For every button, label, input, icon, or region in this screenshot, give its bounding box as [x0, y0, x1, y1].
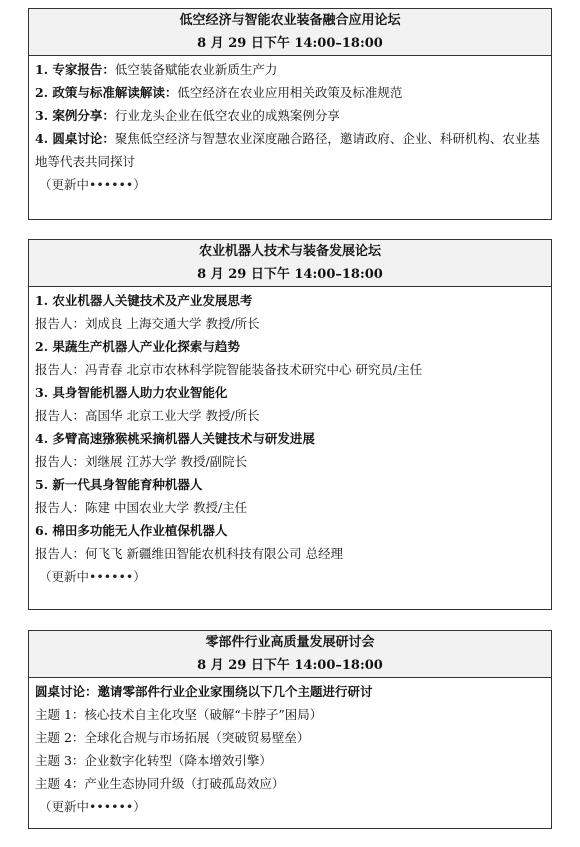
- forum-components: [28, 630, 552, 829]
- agenda-item: 3. 案例分享：行业龙头企业在低空农业的成熟案例分享: [35, 108, 340, 123]
- talk-speaker: 报告人：冯青春 北京市农林科学院智能装备技术研究中心 研究员/主任: [35, 362, 423, 377]
- talk-topic: 5. 新一代具身智能育种机器人: [35, 477, 203, 492]
- talk-topic: 3. 具身智能机器人助力农业智能化: [35, 385, 228, 400]
- forum-time: 8 月 29 日下午 14:00–18:00: [197, 36, 383, 51]
- talk-speaker: 报告人：陈建 中国农业大学 教授/主任: [35, 500, 248, 515]
- agenda-item: 1. 专家报告：低空装备赋能农业新质生产力: [35, 62, 278, 77]
- theme-item: 主题 1：核心技术自主化攻坚（破解“卡脖子”困局）: [35, 707, 323, 722]
- forum-header: [29, 631, 551, 678]
- talk-topic: 1. 农业机器人关键技术及产业发展思考: [35, 293, 253, 308]
- talk-speaker: 报告人：何飞飞 新疆维田智能农机科技有限公司 总经理: [35, 546, 343, 561]
- roundtable-intro: 圆桌讨论：邀请零部件行业企业家围绕以下几个主题进行研讨: [35, 684, 373, 699]
- updating-note: （更新中••••••）: [39, 569, 146, 584]
- theme-item: 主题 2：全球化合规与市场拓展（突破贸易壁垒）: [35, 730, 310, 745]
- forum-content: [29, 678, 551, 818]
- talk-topic: 6. 棉田多功能无人作业植保机器人: [35, 523, 228, 538]
- forum-low-altitude: [28, 8, 552, 220]
- forum-content: [29, 287, 551, 588]
- forum-agri-robots: [28, 239, 552, 610]
- forum-title: 低空经济与智能农业装备融合应用论坛: [179, 13, 401, 28]
- updating-note: （更新中••••••）: [39, 177, 146, 192]
- agenda-item: 2. 政策与标准解读解读：低空经济在农业应用相关政策及标准规范: [35, 85, 403, 100]
- forum-content: [29, 56, 551, 196]
- theme-item: 主题 3：企业数字化转型（降本增效引擎）: [35, 753, 272, 768]
- forum-header: [29, 240, 551, 287]
- forum-header: [29, 9, 551, 56]
- talk-topic: 2. 果蔬生产机器人产业化探索与趋势: [35, 339, 240, 354]
- talk-topic: 4. 多臂高速猕猴桃采摘机器人关键技术与研发进展: [35, 431, 315, 446]
- updating-note: （更新中••••••）: [39, 799, 146, 814]
- forum-title: 零部件行业高质量发展研讨会: [205, 635, 375, 650]
- talk-speaker: 报告人：刘继展 江苏大学 教授/副院长: [35, 454, 248, 469]
- agenda-item: 4. 圆桌讨论：聚焦低空经济与智慧农业深度融合路径，邀请政府、企业、科研机构、农业基地等代表共同探讨: [35, 131, 540, 169]
- theme-item: 主题 4：产业生态协同升级（打破孤岛效应）: [35, 776, 285, 791]
- forum-title: 农业机器人技术与装备发展论坛: [198, 244, 381, 259]
- talk-speaker: 报告人：刘成良 上海交通大学 教授/所长: [35, 316, 260, 331]
- forum-time: 8 月 29 日下午 14:00–18:00: [197, 267, 383, 282]
- talk-speaker: 报告人：高国华 北京工业大学 教授/所长: [35, 408, 260, 423]
- forum-time: 8 月 29 日下午 14:00–18:00: [197, 658, 383, 673]
